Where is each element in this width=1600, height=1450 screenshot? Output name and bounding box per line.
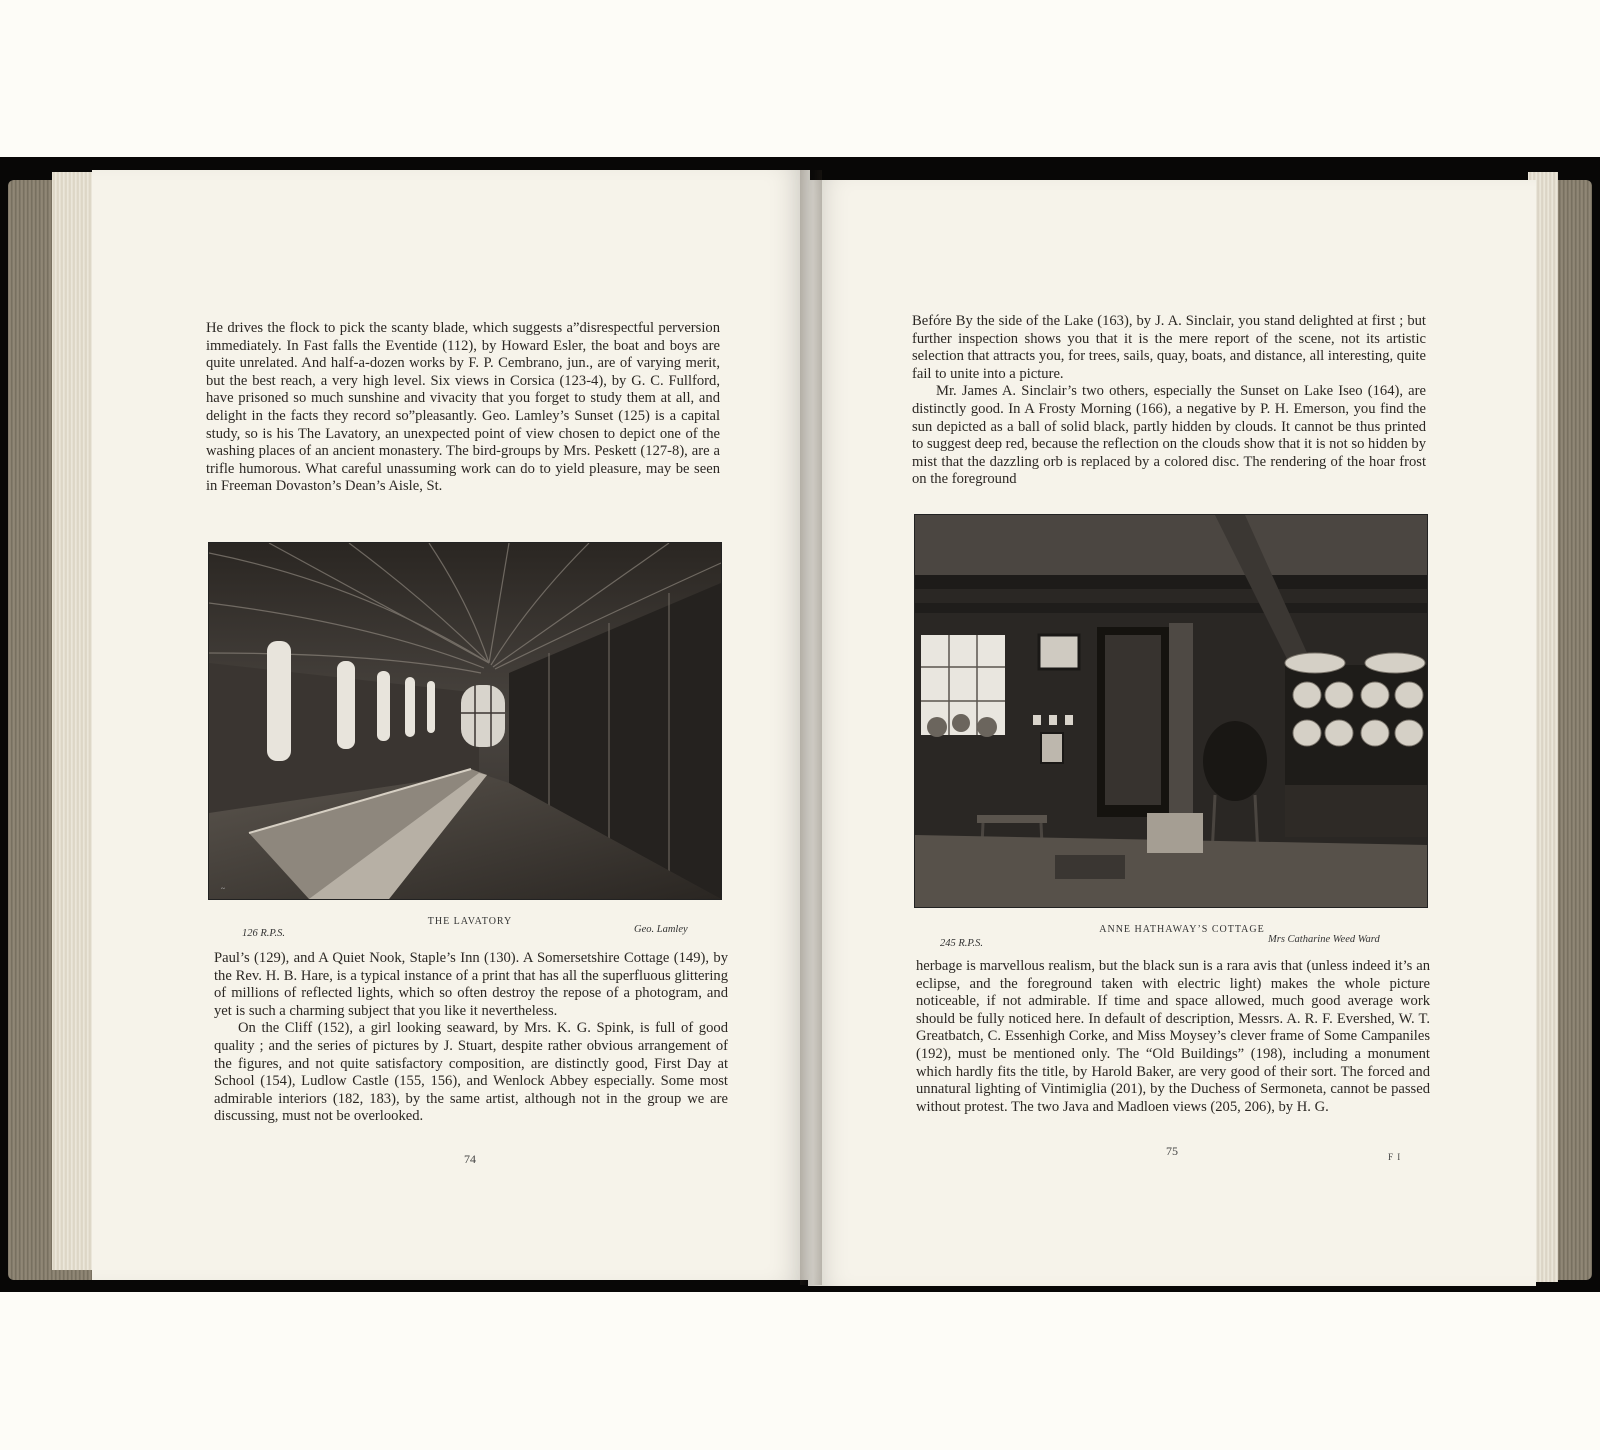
plate-number-lavatory: 126 R.P.S. (242, 928, 285, 939)
signature-mark: F I (1388, 1152, 1402, 1162)
plate-the-lavatory (208, 542, 722, 900)
left-top-text: He drives the flock to pick the scanty blade, which suggests a”disrespectful perversion immediately. In Fast falls the Eventide (112), by Howard Esler, the boat and boys are quite unrelated. And half-a-dozen works by F. P. Cembrano, jun., are of varying merit, but the best reach, a very high level. Six views in Corsica (123-4), by G. C. Fullford, have prisoned so much sunshine and vivacity that you forget to study them at all, and delight in the facts they record so”pleasantly. Geo. Lamley’s Sunset (125) is a capital study, so is his The Lavatory, an unexpected point of view chosen to depict one of the washing places of an ancient monastery. The bird-groups by Mrs. Peskett (127-8), are a trifle humorous. What careful unassuming work can do to yield pleasure, may be seen in Freeman Dovaston’s Dean’s Aisle, St. (206, 320, 720, 495)
svg-text:~: ~ (221, 885, 225, 893)
right-bottom-paragraph (916, 958, 1430, 1116)
right-bottom-text: herbage is marvellous realism, but the black sun is a rara avis that (unless indeed it’s an eclipse, and the foreground taken with electric light) makes the whole picture noticeable, if not admirable. If time and space allowed, much good average work should be fully noticed here. In default of description, Messrs. A. R. F. Evershed, W. T. Greatbatch, C. Essenhigh Corke, and Miss Moysey’s clever frame of Some Campaniles (192), must be mentioned only. The “Old Buildings” (198), including a monument which hardly fits the title, by Harold Baker, are very good of their sort. The forced and unnatural lighting of Vintimiglia (201), by the Duchess of Sermoneta, cannot be passed without protest. The two Java and Madloen views (205, 206), by H. G. (916, 958, 1430, 1115)
right-top-text-1: Befóre By the side of the Lake (163), by J. A. Sinclair, you stand delighted at first ; but further inspection shows you that it is the mere report of the scene, not its artistic selection that attracts you, for trees, sails, quay, boats, and distance, all interesting, quite fail to unite into a picture. (912, 313, 1426, 382)
plate-title-lavatory: THE LAVATORY (427, 916, 513, 927)
right-top-paragraphs (912, 313, 1426, 489)
right-top-text-2: Mr. James A. Sinclair’s two others, especially the Sunset on Lake Iseo (164), are distinctly good. In A Frosty Morning (166), a negative by P. H. Emerson, you find the sun depicted as a ball of solid black, partly hidden by clouds. It cannot be thus printed to suggest deep red, because the reflection on the clouds show that it is not so hidden by mist that the dazzling orb is replaced by a colored disc. The rendering of the hoar frost on the foreground (912, 383, 1426, 488)
plate-author-cottage: Mrs Catharine Weed Ward (1268, 934, 1380, 945)
left-bottom-text-2: On the Cliff (152), a girl looking seaward, by Mrs. K. G. Spink, is full of good quality ; and the series of pictures by J. Stuart, despite rather obvious arrangement of the figures, and not quite satisfactory composition, are distinctly good, First Day at School (154), Ludlow Castle (155, 156), and Wenlock Abbey especially. Some most admirable interiors (182, 183), by the same artist, although not in the group we are discussing, must not be overlooked. (214, 1020, 728, 1125)
plate-author-lavatory: Geo. Lamley (634, 924, 688, 935)
plate-number-cottage: 245 R.P.S. (940, 938, 983, 949)
cottage-interior-photograph (915, 515, 1427, 907)
plate-anne-hathaways-cottage (914, 514, 1428, 908)
plate-title-cottage: ANNE HATHAWAY’S COTTAGE (1099, 924, 1265, 935)
left-bottom-paragraphs (214, 950, 728, 1126)
left-page-number: 74 (464, 1152, 476, 1166)
left-bottom-text-1: Paul’s (129), and A Quiet Nook, Staple’s Inn (130). A Somersetshire Cottage (149), by the Rev. H. B. Hare, is a typical instance of a print that has all the superfluous glittering of millions of reflected lights, which so often destroy the repose of a photogram, and yet is such a charming subject that you like it nevertheless. (214, 950, 728, 1019)
cloister-photograph (209, 543, 721, 899)
right-page-number: 75 (1166, 1144, 1178, 1158)
left-top-paragraph (206, 320, 720, 496)
book-gutter (800, 170, 822, 1285)
